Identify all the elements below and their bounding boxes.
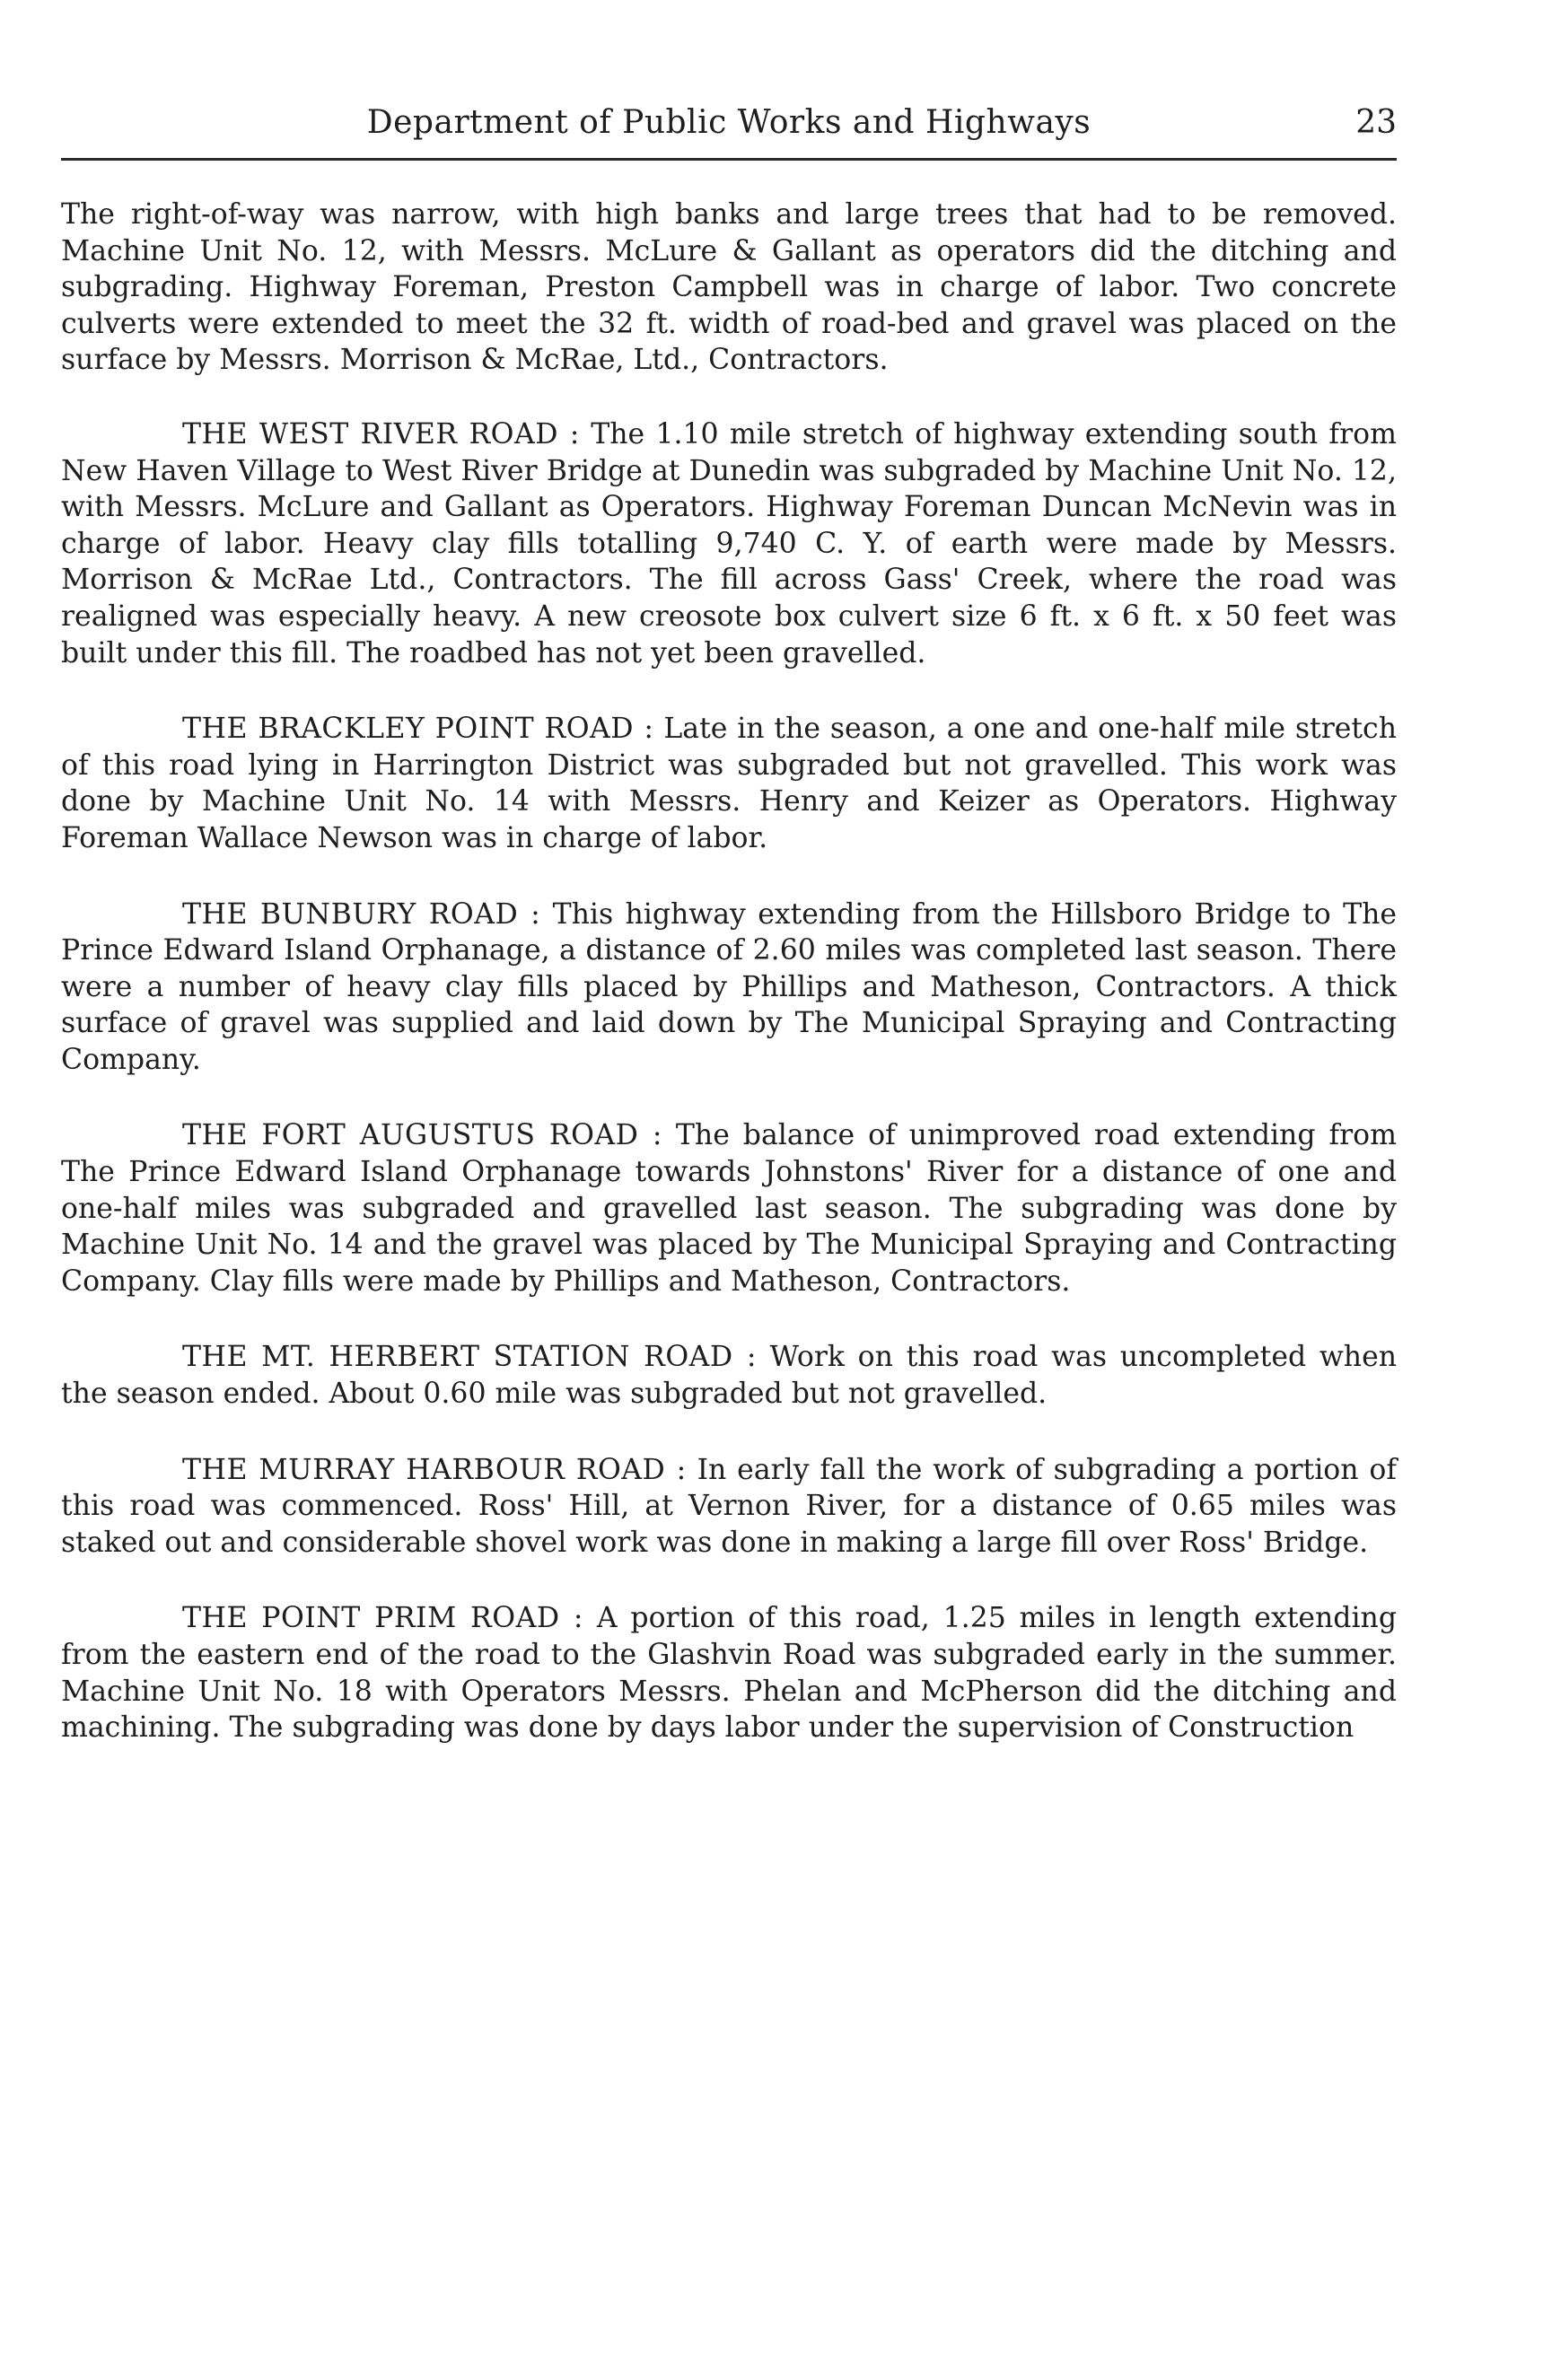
page-header xyxy=(61,99,1397,161)
section-heading: THE BRACKLEY POINT ROAD : xyxy=(182,713,654,746)
paragraph-text: Late in the season, a one and one-half mile stretch of this road lying in Harrington District was subgraded but not gravelled. This work was done by Machine Unit No. 14 with Messrs. Henry and Keizer as Operators. Highway Foreman Wallace Newson was in charge of labor. xyxy=(61,713,1397,854)
paragraph-point-prim-road xyxy=(61,1600,1397,1746)
paragraph-text: In early fall the work of subgrading a portion of this road was commenced. Ross' Hill, at Vernon River, for a distance of 0.65 miles was staked out and considerable shovel work was done in making a large fill over Ross' Bridge. xyxy=(61,1453,1398,1559)
paragraph-text: The balance of unimproved road extending from The Prince Edward Island Orphanage towards Johnstons' River for a distance of one and one-half miles was subgraded and gravelled last season. The subgrading was done by Machine Unit No. 14 and the gravel was placed by The Municipal Spraying and Contracting Company. Clay fills were made by Phillips and Matheson, Contractors. xyxy=(61,1119,1397,1298)
paragraph-text: The right-of-way was narrow, with high banks and large trees that had to be removed. Machine Unit No. 12, with Messrs. McLure & Gallant as operators did the ditching and subgrading. Highway Foreman, Preston Campbell was in charge of labor. Two concrete culverts were extended to meet the 32 ft. width of road-bed and gravel was placed on the surface by Messrs. Morrison & McRae, Ltd., Contractors. xyxy=(61,198,1397,377)
body-text xyxy=(61,197,1397,1746)
paragraph-west-river-road xyxy=(61,416,1397,671)
paragraph-bunbury-road xyxy=(61,897,1397,1079)
paragraph-murray-harbour-road xyxy=(61,1452,1397,1562)
paragraph-text: The 1.10 mile stretch of highway extending south from New Haven Village to West River Bridge at Dunedin was subgraded by Machine Unit No. 12, with Messrs. McLure and Gallant as Operators. Highway Foreman Duncan McNevin was in charge of labor. Heavy clay fills totalling 9,740 C. Y. of earth were made by Messrs. Morrison & McRae Ltd., Contractors. The fill across Gass' Creek, where the road was realigned was especially heavy. A new creosote box culvert size 6 ft. x 6 ft. x 50 feet was built under this fill. The roadbed has not yet been gravelled. xyxy=(61,417,1397,669)
page-header-title: Department of Public Works and Highways xyxy=(366,104,1091,141)
paragraph-mt-herbert-station-road xyxy=(61,1339,1397,1412)
section-heading: THE MURRAY HARBOUR ROAD : xyxy=(182,1453,687,1486)
section-heading: THE FORT AUGUSTUS ROAD : xyxy=(182,1119,662,1152)
paragraph-continuation xyxy=(61,197,1397,379)
section-heading: THE MT. HERBERT STATION ROAD : xyxy=(182,1341,757,1374)
section-heading: THE POINT PRIM ROAD : xyxy=(182,1602,584,1635)
section-heading: THE BUNBURY ROAD : xyxy=(182,897,541,931)
paragraph-brackley-point-road xyxy=(61,711,1397,856)
paragraph-text: A portion of this road, 1.25 miles in length extending from the eastern end of the road to the Glashvin Road was subgraded early in the summer. Machine Unit No. 18 with Operators Messrs. Phelan and McPherson did the ditching and machining. The subgrading was done by days labor under the supervision of Construction xyxy=(61,1602,1397,1745)
page-number: 23 xyxy=(1355,104,1397,141)
paragraph-text: This highway extending from the Hillsboro Bridge to The Prince Edward Island Orphanage, a distance of 2.60 miles was completed last season. There were a number of heavy clay fills placed by Phillips and Matheson, Contractors. A thick surface of gravel was supplied and laid down by The Municipal Spraying and Contracting Company. xyxy=(61,897,1398,1076)
paragraph-fort-augustus-road xyxy=(61,1117,1397,1299)
section-heading: THE WEST RIVER ROAD : xyxy=(182,417,580,451)
document-page xyxy=(61,99,1397,1786)
paragraph-text: Work on this road was uncompleted when the season ended. About 0.60 mile was subgraded but not gravelled. xyxy=(61,1341,1397,1411)
